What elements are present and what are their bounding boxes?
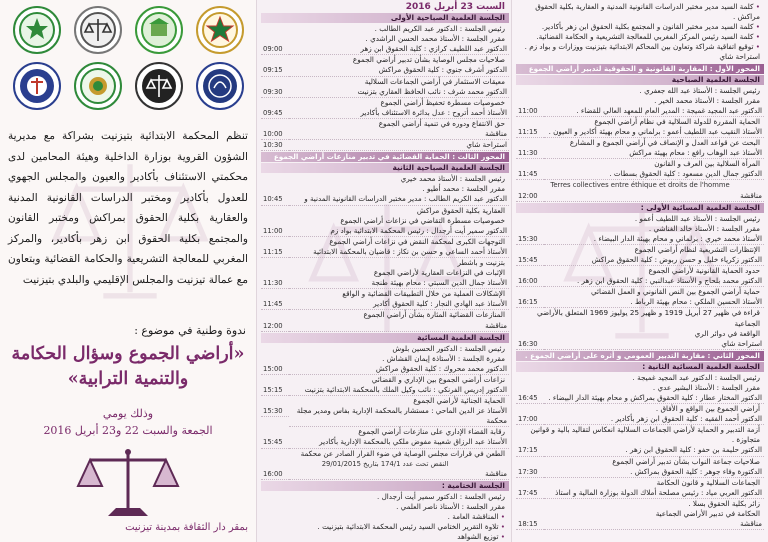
speaker-line: مناقشة [289,129,509,140]
program-line: نزاعات أراضي الجموع بين الإداري و القضائي [371,374,505,384]
program-line: رئيس الجلسة : الأستاذ عبد الله جعفري . [639,85,760,95]
speaker-line: الدكتور العربي مياد : رئيس مصلحة أملاك الدولة بوزارة المالية و استاذ [544,488,764,499]
saturday-program [261,2,509,542]
council-emblem-icon [196,62,244,110]
speaker-line: الأستاذ عبد الهادي النجار : كلية الحقوق أكادير [289,299,509,310]
bullet-item: • توزيع الشواهد [261,532,509,542]
time-slot: 10:45 [261,194,289,205]
program-row [261,44,509,55]
bullet-item: • كلمة السيد رئيس المركز المغربي للمعالجة التشريعية و الحكامة القضائية. [516,32,764,42]
time-slot: 10:30 [261,140,289,151]
speaker-line: الدكتور أحمد الفقيه : كلية الحقوق ابن زهر بأكادير . [544,414,764,425]
session-heading: الجلسة العلمية الصباحية [516,75,764,85]
program-row [261,469,509,480]
speaker-line: الدكتور سمير أيت أرجدال : رئيس المحكمة الابتدائية بواد زم [289,226,509,237]
speaker-line: الدكتور زكرياء خليل و حسن ربوض : كلية الحقوق مراكش [544,255,764,266]
program-row [261,385,509,396]
program-row [261,87,509,98]
program-line: المرأة السلالية بين العرف و القانون [654,159,760,169]
time-slot: 09:45 [261,108,289,119]
event-title-line-1: «أراضي الجموع وسؤال الحكامة [11,344,245,364]
scales-of-justice-icon [74,446,182,522]
session-heading: الجلسة العلمية المسائية الثانية : [516,362,764,372]
speaker-line: الأستاذ جمال الدين السبتي : محام بهيئة طنجة [289,278,509,289]
program-line: رئيس الجلسة : الدكتور سمير أيت أرجدال . [377,491,505,501]
program-line: رئيس الجلسة : الدكتور عبد المجيد غميجة . [632,372,760,382]
time-slot: 09:15 [261,65,289,76]
program-line: الإشكالات العملية من خلال التطبيقات القضائية و الواقع [342,289,505,299]
program-line: رئيس الجلسة : الأستاذ عبد اللطيف أعمو . [634,213,760,223]
session-heading: الجلسة العلمية المسائية الأولى : [516,203,764,213]
time-slot: 10:00 [261,129,289,140]
program-row [261,437,509,448]
time-slot: 16:30 [516,339,544,350]
axis-heading: المحور الثاني : مقاربة التدبير العمومي و أثره على أراضي الجموع . [516,351,764,361]
session-heading: الجلسة الختامية : [261,481,509,491]
day-heading: السبت 23 أبريل 2016 [405,2,505,12]
time-slot: 11:15 [261,247,289,258]
friday-program-panel [512,0,768,542]
bullet-item: • كلمة السيد مدير مختبر الدراسات القانونية المدنية و العقارية بكلية الحقوق مراكش . [516,2,764,22]
time-slot: 15:00 [261,364,289,375]
left-panel [0,0,256,542]
session-heading: الجلسة العلمية الصباحية الأولى [261,13,509,23]
speaker-line: الدكتور المختار عطار : كلية الحقوق بمراكش و محام بهيئة الدار البيضاء . [544,393,764,404]
program-line: خصوصيات مسطرة التقاضي في نزاعات أراضي الجموع [340,215,505,225]
program-row [261,364,509,375]
time-slot: 11:45 [261,299,289,310]
program-row [516,467,764,478]
speaker-line: الأستاذ الحسين الملكي : محام بهيئة الرباط . [544,297,764,308]
speaker-line: الأستاذ محمد خيري : برلماني و محام بهيئة الدار البيضاء . [544,234,764,245]
speaker-line: الأستاذ النقيب عبد اللطيف أعمو : برلماني و محام بهيئة أكادير و العيون . [544,127,764,138]
session-heading: الجلسة العلمية الصباحية الثانية [261,163,509,173]
program-row [516,393,764,404]
speaker-line: الدكتور محمد محروك : كلية الحقوق مراكش [289,364,509,375]
speaker-line: الدكتور أشرف جنوي : كلية الحقوق مراكش [289,65,509,76]
axis-heading: المحور الأول : المقاربة القانونية و الحقوقية لتدبير أراضي الجموع [516,64,764,74]
program-row [261,321,509,332]
program-row [261,140,509,151]
time-slot: 15:30 [261,406,289,417]
program-line: مقرر الجلسة : الأستاذ خالد الغناشي . [648,223,760,233]
program-row [516,255,764,266]
time-slot: 16:00 [516,276,544,287]
time-slot: 17:30 [516,467,544,478]
program-line: أراضي الجموع بين الواقع و الأفاق . [655,404,760,414]
time-slot: 17:00 [516,414,544,425]
program-row [516,414,764,425]
program-line: مقرر الجلسة : الأستاذ ناصر العلمي . [396,501,505,511]
speaker-line: الدكتور إدريس الفرنكي : نائب وكيل الملك بالمحكمة الابتدائية بتزنيت [289,385,509,396]
time-slot: 18:15 [516,519,544,530]
time-slot: 16:15 [516,297,544,308]
program-row [261,406,509,427]
program-line: رئيس الجلسة : الدكتور الحسين بلوش [392,343,505,353]
axis-heading: المحور الثالث : الحماية القضائية في تدبير منازعات أراضي الجموع [261,152,509,162]
institute-emblem-icon [135,6,183,54]
program-line: الحكامة في تدبير الأراضي الجماعية [655,509,760,519]
court-emblem-round-icon [13,62,61,110]
program-line: متجاوزة . [731,435,760,445]
program-row [516,488,764,499]
scales-emblem-icon [135,62,183,110]
time-slot: 11:30 [261,278,289,289]
speaker-line: مناقشة [289,469,509,480]
program-line: معيقات الاستثمار في أراضي الجماعات السلالية [364,76,505,86]
time-slot: 12:00 [261,321,289,332]
event-title-line-2: والتنمية الترابية» [67,369,189,389]
friday-program [516,2,764,530]
time-slot: 15:30 [516,234,544,245]
program-line: مقرر الجلسة : الأستاذ محمد الحسن الراشدي . [365,34,505,44]
speaker-line: مناقشة [289,321,509,332]
time-slot: 15:15 [261,385,289,396]
program-line: الحماية المقررة للدولة السلالية في نظام أراضي الجموع [594,116,760,126]
program-line: الواقعة في دوائر الري [694,328,760,338]
program-line: التوجهات الكبرى لمحكمة النقض في نزاعات أراضي الجموع [329,236,505,246]
partner-logos [6,6,250,118]
program-line: أزمة التدبير و الحماية لأراضي الجماعات السلالية انعكاس لتقاليد بالية و قوانين [530,425,760,435]
program-line: Terres collectives entre éthique et droits de l'homme [550,181,730,190]
speaker-line: الدكتور عبد اللطيف كرازي : كلية الحقوق ابن زهر [289,44,509,55]
speaker-line: الأستاذ عز الدين الماحي : مستشار بالمحكمة الإدارية بفاس ومدير مجلة محكمة [289,406,509,427]
program-line: مقرر الجلسة : الأستاذ البشير عدي . [652,382,760,392]
logo-row-2 [6,62,250,110]
bullet-item: • كلمة السيد مدير مختبر القانون و المجتمع بكلية الحقوق ابن زهر بأكادير. [516,22,764,32]
program-row [516,234,764,245]
speaker-line: الأستاذ عبد الوهاب رافع : محام بهيئة مراكش [544,148,764,159]
program-row [516,127,764,138]
program-row [261,108,509,119]
speaker-line: الدكتور حليمة بن حفو : كلية الحقوق ابن زهر . [544,445,764,456]
speaker-line: مناقشة [544,191,764,202]
time-slot: 09:30 [261,87,289,98]
program-line: حدود الحماية القانونية لأراضي الجموع [648,266,760,276]
event-dates: الجمعة والسبت 22 و23 أبريل 2016 [43,424,213,437]
program-row [516,169,764,180]
time-slot: 15:45 [261,437,289,448]
program-line: بتزنيت و باشطر [457,257,505,267]
time-slot: 09:00 [261,44,289,55]
program-line: الإثبات في النزاعات العقارية لأراضي الجموع [373,268,505,278]
venue: بمقر دار الثقافة بمدينة تيزنيت [125,522,248,533]
program-line: صلاحيات جماعة النواب بشأن تدبير أراضي الجموع [612,456,760,466]
logo-row-1 [6,6,250,54]
time-slot: 17:45 [516,488,544,499]
session-heading: الجلسة العلمية المسائية [261,333,509,343]
ministry-emblem-star-icon [196,6,244,54]
program-line: صلاحيات مجلس الوصاية بشأن تدبير أراضي الجموع [352,55,505,65]
program-row [261,65,509,76]
speaker-line: الدكتورة وفاء جوهر : كلية الحقوق بمراكش . [544,467,764,478]
program-line: مقررة الجلسة : الأستاذة إيمان القشاش . [382,353,505,363]
time-slot: 15:45 [516,255,544,266]
speaker-line: الأستاذ أحمد الساعي و حسن بن نكاز : قاضيان بالمحكمة الابتدائية [289,247,509,258]
program-line: رقابة القضاء الإداري على منازعات أراضي الجموع [358,427,505,437]
program-row [516,445,764,456]
bar-association-emblem-icon [74,6,122,54]
time-slot: 11:00 [261,226,289,237]
time-slot: 17:15 [516,445,544,456]
program-line: قراءة في ظهير 27 أبريل 1919 و ظهير 25 يوليوز 1969 المتعلق بالأراضي الجماعية [537,308,760,328]
speaker-line: الدكتور محمد بلحاج و الأستاذ عبدالنبي : كلية الحقوق ابن زهر . [544,276,764,287]
program-line: الجماعات السلالية و قانون الحكامة [656,477,760,487]
speaker-line: الأستاذ عبد الرزاق شعيبة مفوض ملكي بالمحكمة الإدارية بأكادير [289,437,509,448]
program-line: العقارية بكلية الحقوق مراكش [416,205,505,215]
program-line: مقرر الجلسة : محمد أطيو . [422,184,505,194]
program-line: رئيس الجلسة : الدكتور عبد الكريم الطالب . [374,24,505,34]
program-line: مقرر الجلسة : الأستاذ محمد الخير . [654,95,760,105]
program-row [261,299,509,310]
speaker-line: الدكتور عبد المجيد غميجة : المدير العام للمعهد العالي للقضاء . [544,106,764,117]
program-row [516,276,764,287]
program-line: حماية أراضي الجموع بين النص القانوني و العمل القضائي [591,287,760,297]
program-row [516,148,764,159]
program-row [261,278,509,289]
program-line: زائر بكلية الحقوق بسلا . [688,498,760,508]
speaker-line: مناقشة [544,519,764,530]
bullet-item: • تلاوة التقرير الختامي السيد رئيس المحكمة الابتدائية بتيزنيت . [261,522,509,532]
time-slot: 11:45 [516,169,544,180]
topic-lead: ندوة وطنية في موضوع : [134,324,246,337]
speaker-line: الدكتور جمال الدين مسعود : كلية الحقوق بسطات . [544,169,764,180]
speaker-line: الأستاذ أحمد أتروح : عدل بدائرة الاستئناف بأكادير [289,108,509,119]
time-slot: 16:00 [261,469,289,480]
speaker-line: الدكتور محمد شرف : نائب الحافظ العقاري بتزنيت [289,87,509,98]
moroccan-center-emblem-icon [74,62,122,110]
program-row [516,191,764,202]
program-line: الطعن في قرارات مجلس الوصاية في ضوء القرار الصادر عن محكمة [300,448,505,458]
time-slot: 16:45 [516,393,544,404]
program-row [516,339,764,350]
program-line: حق الانتفاع ودوره في تنمية أراضي الجموع [378,118,505,128]
program-row [261,247,509,258]
program-row [516,519,764,530]
program-row [261,226,509,237]
bullet-item: • توقيع اتفاقية شراكة وتعاون بين المحاكم الابتدائية بتيزنيت ووزارات و بواد زم . [516,42,764,52]
program-line: استراحة شاي [719,52,760,62]
time-slot: 11:30 [516,148,544,159]
saturday-program-panel [256,0,512,542]
time-slot: 11:15 [516,127,544,138]
program-line: النقض تحت عدد 174/1 بتاريخ 29/01/2015 [321,459,449,468]
event-title [8,342,248,392]
program-line: خصوصيات مسطرة تحفيظ أراضي الجموع [380,97,505,107]
program-line: الإنتظارات التشريعية لنظام أراضي الجموع [634,244,760,254]
bullet-item: • المناقشة العامة . [261,512,509,522]
program-row [261,194,509,205]
speaker-line: استراحة شاي [544,339,764,350]
intro-paragraph: تنظم المحكمة الابتدائية بتيزنيت بشراكة مع مديرية الشؤون القروية بوزارة الداخلية وهيئة المحامين لدى محكمتي الاستئناف بأكادير والعيون والمجلس الجهوي للعدول بأكادير ومختبر الدراسات القانونية المدنية والعقارية بكلية الحقوق بمراكش ومختبر القانون والمجتمع بكلية الحقوق ابن زهر بأكادير، والمركز المغربي للمعالجة التشريعية والحكامة القضائية وبتعاون مع عمالة تيزنيت والمجلس الإقليمي والبلدي بتيزنيت [8,130,248,286]
time-slot: 12:00 [516,191,544,202]
program-row [516,297,764,308]
program-row [516,106,764,117]
program-line: البحث عن قواعد العدل و الإنصاف في أراضي الجموع و المشارع [569,138,760,148]
program-row [261,129,509,140]
court-emblem-green-icon [13,6,61,54]
speaker-line: الدكتور عبد الكريم الطالب : مدير مختبر الدراسات القانونية المدنية و [289,194,509,205]
time-slot: 11:00 [516,106,544,117]
speaker-line: استراحة شاي [289,140,509,151]
date-lead: وذلك يومي [102,407,154,420]
program-line: رئيس الجلسة : الأستاذ محمد خيري [400,174,505,184]
program-line: المنازعات القضائية المثارة بشأن أراضي الجموع [363,310,505,320]
program-line: الحماية الجنائية لأراضي الجموع [413,396,505,406]
